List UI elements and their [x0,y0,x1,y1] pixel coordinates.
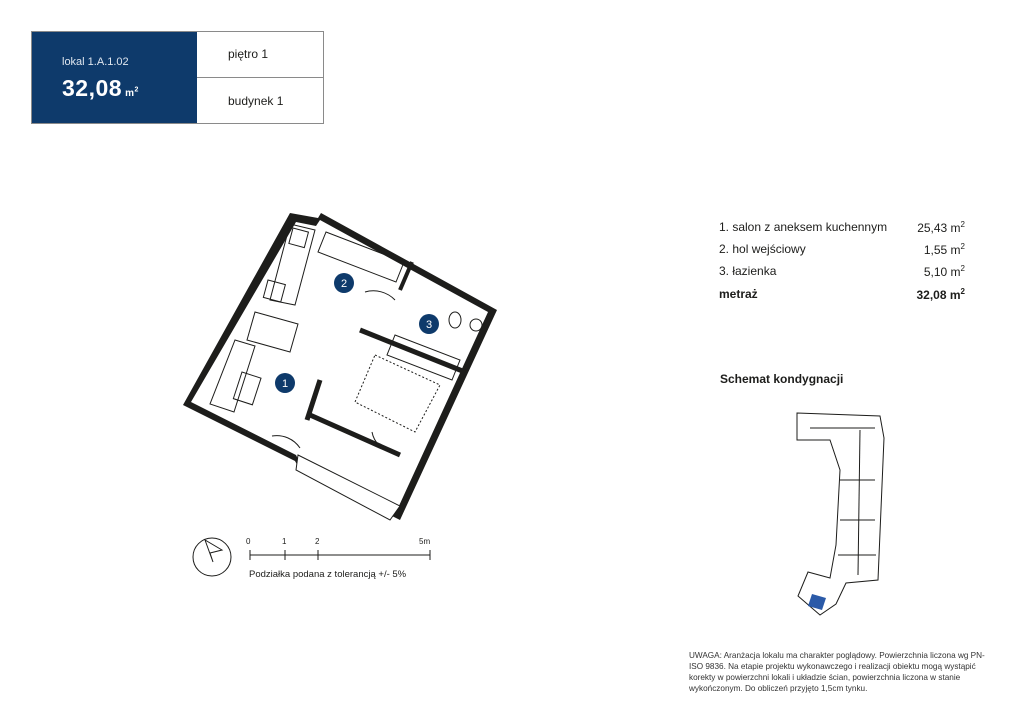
room-area: 1,55 $m^2$ [923,242,965,257]
apartment-plan [183,213,497,520]
scale-tick-1: 1 [282,537,287,546]
disclaimer-note: UWAGA: Aranżacja lokalu ma charakter poglądowy. Powierzchnia liczona wg PN-ISO 9836. Na etapie projektu wykonawczego i realizacji obiektu mogą wystąpić korekty w powierzchni lokali i układzie ścian, powierzchnia liczona w stanie wykończonym. Do obliczeń przyjęto 1,5cm tynku. [689,651,985,693]
room-row [719,264,965,286]
rooms-table [719,220,965,308]
building-label: budynek 1 [228,94,284,108]
scale-tick-5m: 5m [419,537,431,546]
room-row [719,220,965,242]
room-area: 5,10 $m^2$ [923,264,965,279]
room-marker-2 [334,273,354,293]
room-marker-2-label: 2 [340,278,348,290]
room-name: 2. hol wejściowy [719,242,806,256]
room-area: 25,43 $m^2$ [917,220,965,235]
schema-title: Schemat kondygnacji [720,372,844,386]
total-label: metraż [719,287,758,301]
room-marker-3 [419,314,439,334]
room-marker-1 [275,373,295,393]
total-area: 32,08 $m^2$ [916,287,965,302]
room-name: 1. salon z aneksem kuchennym [719,220,888,234]
compass-icon [193,538,231,576]
floor-schema [797,413,884,615]
floor-label: piętro 1 [197,32,324,78]
room-row [719,242,965,264]
scale-tick-2: 2 [315,537,320,546]
room-marker-3-label: 3 [425,319,433,331]
scale-bar [250,550,430,560]
unit-number: lokal 1.A.1.02 [62,56,129,68]
room-marker-1-label: 1 [281,378,289,390]
unit-area-unit: $m^2$ [125,86,139,99]
total-row [719,287,965,309]
unit-area-value: 32,08 [62,75,123,101]
scale-tick-0: 0 [246,537,251,546]
room-name: 3. łazienka [719,264,777,278]
scale-caption: Podziałka podana z tolerancją +/- 5% [249,569,407,580]
